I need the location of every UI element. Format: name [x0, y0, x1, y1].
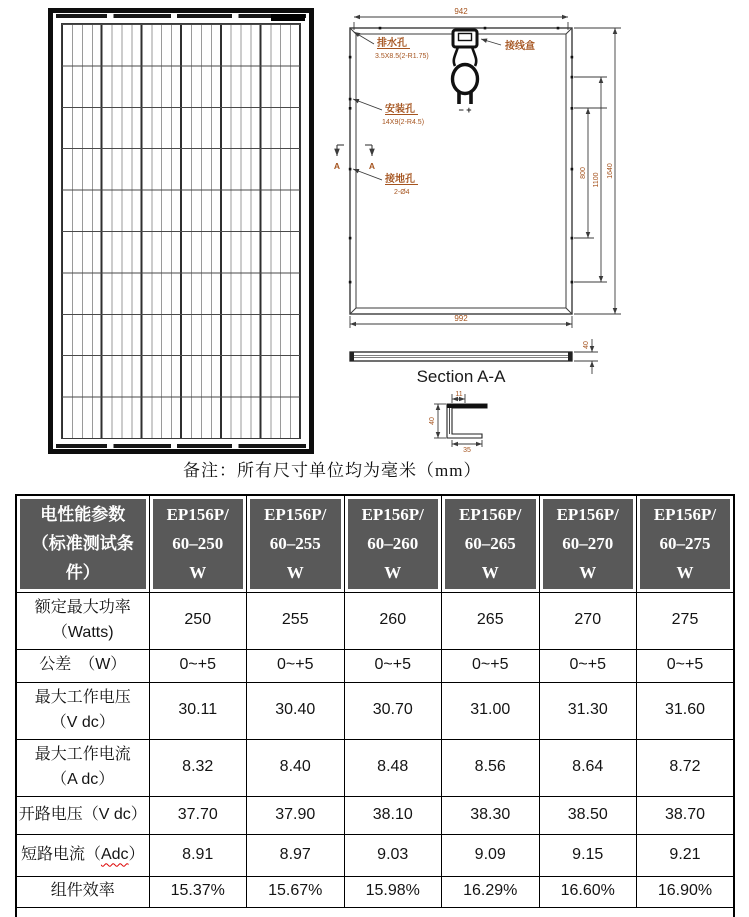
value-cell: 38.30	[442, 796, 540, 834]
value-cell: 15.67%	[247, 876, 345, 907]
value-cell: 8.97	[247, 834, 345, 876]
value-cell: 8.40	[247, 739, 345, 796]
section-a-a-label: Section A-A	[416, 367, 506, 386]
row-isc	[16, 834, 734, 876]
dim-40-frame: 40	[583, 341, 590, 349]
value-cell: 0~+5	[247, 649, 345, 682]
row-tolerance	[16, 649, 734, 682]
value-cell: 31.60	[637, 682, 735, 739]
param-label: 组件效率	[16, 876, 149, 907]
mount-hole-label: 安装孔	[385, 104, 415, 115]
column-header-250w: EP156P/ 60–250 W	[149, 495, 247, 592]
panel-top-edge-strip	[56, 14, 306, 18]
polarity-label: − +	[458, 105, 472, 115]
value-cell: 38.70	[637, 796, 735, 834]
value-cell: 0~+5	[149, 649, 247, 682]
param-label: 短路电流（Adc）	[16, 834, 149, 876]
row-efficiency	[16, 876, 734, 907]
value-cell: 15.37%	[149, 876, 247, 907]
leader-ground-hole	[353, 169, 382, 180]
value-cell: 8.72	[637, 739, 735, 796]
value-cell: 30.40	[247, 682, 345, 739]
dim-1640: 1640	[607, 163, 614, 179]
value-cell: 9.09	[442, 834, 540, 876]
panel-outline	[350, 28, 572, 314]
param-column-header: 电性能参数 （标准测试条 件）	[16, 495, 149, 592]
drain-hole-spec: 3.5X8.5(2-R1.75)	[375, 53, 429, 60]
solar-panel-front-view	[48, 8, 314, 454]
value-cell: 16.60%	[539, 876, 637, 907]
dim-800: 800	[580, 167, 587, 179]
value-cell: 38.50	[539, 796, 637, 834]
row-voc	[16, 796, 734, 834]
value-cell: 255	[247, 592, 345, 649]
value-cell: 9.21	[637, 834, 735, 876]
value-cell: 37.90	[247, 796, 345, 834]
misspelled-adc: Adc	[100, 845, 129, 863]
value-cell: 31.00	[442, 682, 540, 739]
value-cell: 30.11	[149, 682, 247, 739]
value-cell: 31.30	[539, 682, 637, 739]
mount-hole-spec: 14X9(2-R4.5)	[382, 119, 425, 126]
row-max-power	[16, 592, 734, 649]
dim-11: 11	[455, 391, 463, 398]
column-header-260w: EP156P/ 60–260 W	[344, 495, 442, 592]
panel-bottom-edge-strip	[56, 444, 306, 448]
leader-junction-box	[481, 39, 501, 45]
dim-35: 35	[463, 447, 471, 452]
value-cell: 8.48	[344, 739, 442, 796]
value-cell: 0~+5	[637, 649, 735, 682]
junction-box	[453, 30, 478, 104]
ground-hole-label: 接地孔	[385, 174, 415, 185]
panel-cell-grid	[61, 23, 301, 439]
electrical-spec-table	[15, 494, 735, 917]
value-cell: 0~+5	[442, 649, 540, 682]
value-cell: 260	[344, 592, 442, 649]
section-bar	[350, 352, 572, 361]
value-cell: 16.90%	[637, 876, 735, 907]
section-marker-a-right: A	[368, 161, 376, 171]
param-label: 最大工作电流 （A dc）	[16, 739, 149, 796]
value-cell: 16.29%	[442, 876, 540, 907]
value-cell: 0~+5	[344, 649, 442, 682]
value-cell: 37.70	[149, 796, 247, 834]
column-header-275w: EP156P/ 60–275 W	[637, 495, 735, 592]
junction-box-label: 接线盒	[505, 41, 535, 52]
param-label: 开路电压（V dc）	[16, 796, 149, 834]
dim-942: 942	[454, 7, 468, 16]
section-cut-markers	[337, 145, 372, 156]
filler-cell	[16, 907, 734, 917]
ground-hole-spec: 2-Ø4	[394, 189, 410, 196]
frame-profile-detail	[447, 404, 487, 438]
param-label: 额定最大功率 （Watts)	[16, 592, 149, 649]
value-cell: 270	[539, 592, 637, 649]
value-cell: 8.64	[539, 739, 637, 796]
section-marker-a-left: A	[333, 161, 341, 171]
param-label: 公差 （W）	[16, 649, 149, 682]
column-header-270w: EP156P/ 60–270 W	[539, 495, 637, 592]
value-cell: 9.15	[539, 834, 637, 876]
units-note: 备注：所有尺寸单位均为毫米（mm）	[183, 461, 482, 480]
value-cell: 30.70	[344, 682, 442, 739]
header-row	[16, 495, 734, 592]
panel-label-block	[271, 14, 305, 21]
column-header-255w: EP156P/ 60–255 W	[247, 495, 345, 592]
dim-40-bracket: 40	[429, 417, 436, 425]
value-cell: 8.91	[149, 834, 247, 876]
value-cell: 8.56	[442, 739, 540, 796]
table-filler-row	[16, 907, 734, 917]
dim-992: 992	[454, 314, 468, 323]
value-cell: 8.32	[149, 739, 247, 796]
value-cell: 15.98%	[344, 876, 442, 907]
value-cell: 0~+5	[539, 649, 637, 682]
drain-hole-label: 排水孔	[377, 38, 407, 49]
column-header-265w: EP156P/ 60–265 W	[442, 495, 540, 592]
dim-1100: 1100	[593, 172, 600, 188]
leader-mount-hole	[353, 99, 382, 110]
row-imp	[16, 739, 734, 796]
value-cell: 38.10	[344, 796, 442, 834]
value-cell: 275	[637, 592, 735, 649]
bracket-dims	[434, 394, 482, 447]
value-cell: 265	[442, 592, 540, 649]
value-cell: 9.03	[344, 834, 442, 876]
row-vmp	[16, 682, 734, 739]
technical-drawing	[330, 0, 749, 452]
value-cell: 250	[149, 592, 247, 649]
param-label: 最大工作电压 （V dc）	[16, 682, 149, 739]
